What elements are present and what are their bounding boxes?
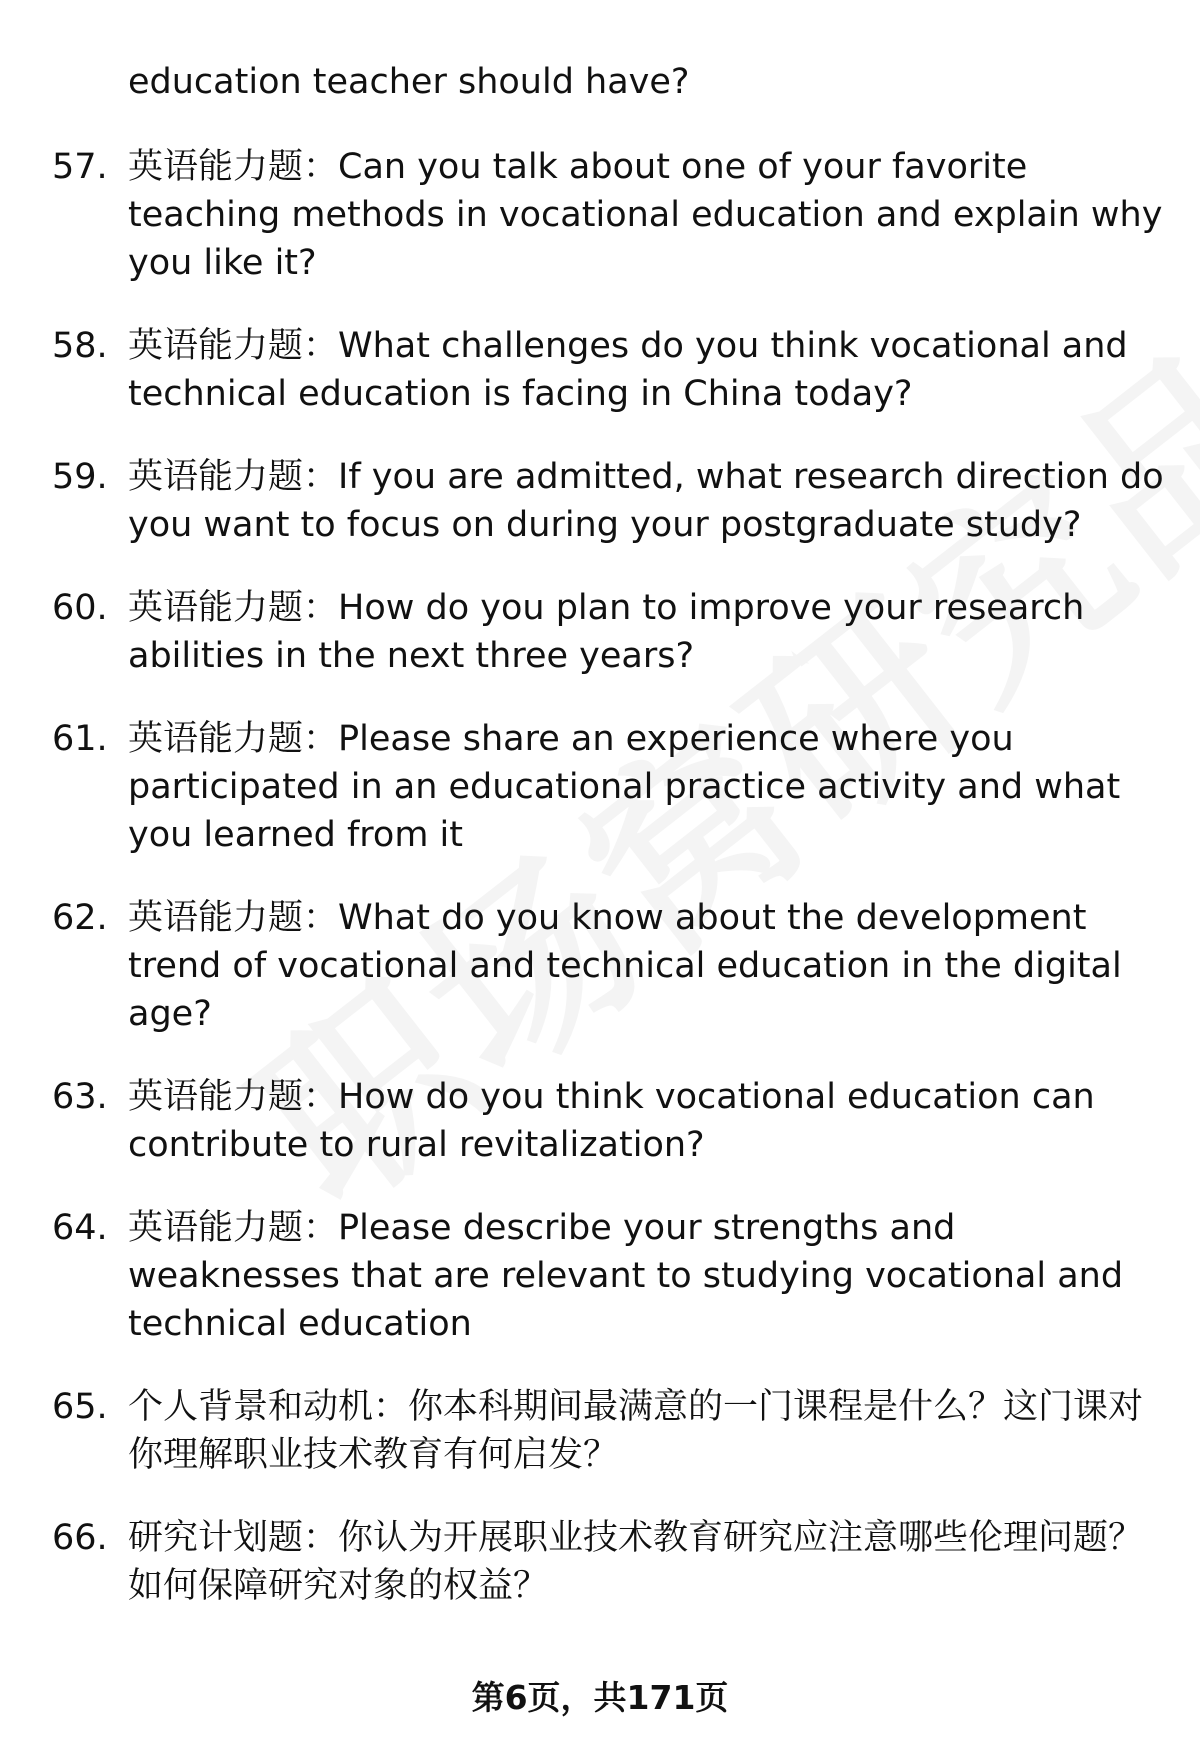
- question-text: How do you think vocational education can contribute to rural revitalization?: [128, 1077, 1095, 1165]
- question-number: 57.: [52, 147, 108, 187]
- question-item-59: [0, 453, 1200, 549]
- question-category: 英语能力题：: [128, 898, 339, 938]
- page-number-footer: 第6页，共171页: [471, 1678, 729, 1717]
- question-number: 62.: [52, 898, 108, 938]
- question-number: 58.: [52, 326, 108, 366]
- question-category: 个人背景和动机：: [128, 1387, 409, 1427]
- question-item-62: [0, 894, 1200, 1038]
- question-number: 61.: [52, 719, 108, 759]
- question-category: 英语能力题：: [128, 588, 339, 628]
- question-category: 英语能力题：: [128, 457, 339, 497]
- question-number: 64.: [52, 1208, 108, 1248]
- question-text: If you are admitted, what research direction do you want to focus on during your postgraduate study?: [128, 457, 1164, 545]
- question-text: How do you plan to improve your research abilities in the next three years?: [128, 588, 1085, 676]
- question-item-64: [0, 1204, 1200, 1348]
- question-category: 英语能力题：: [128, 326, 339, 366]
- question-text: 你认为开展职业技术教育研究应注意哪些伦理问题？如何保障研究对象的权益？: [128, 1518, 1144, 1606]
- question-item-60: [0, 584, 1200, 680]
- question-item-63: [0, 1073, 1200, 1169]
- question-text: 你本科期间最满意的一门课程是什么？这门课对你理解职业技术教育有何启发？: [128, 1387, 1144, 1475]
- question-text: What challenges do you think vocational and technical education is facing in China today?: [128, 326, 1128, 414]
- question-list: [0, 143, 1200, 1645]
- question-item-66: [0, 1514, 1200, 1610]
- question-item-57: [0, 143, 1200, 287]
- question-text: What do you know about the development trend of vocational and technical education in the digital age?: [128, 898, 1122, 1034]
- question-category: 英语能力题：: [128, 719, 339, 759]
- question-number: 59.: [52, 457, 108, 497]
- question-text: Can you talk about one of your favorite teaching methods in vocational education and explain why you like it?: [128, 147, 1163, 283]
- question-category: 英语能力题：: [128, 147, 339, 187]
- question-category: 研究计划题：: [128, 1518, 339, 1558]
- question-item-65: [0, 1383, 1200, 1479]
- question-category: 英语能力题：: [128, 1077, 339, 1117]
- previous-question-continuation: education teacher should have?: [128, 62, 690, 102]
- question-number: 60.: [52, 588, 108, 628]
- question-item-61: [0, 715, 1200, 859]
- question-item-58: [0, 322, 1200, 418]
- question-category: 英语能力题：: [128, 1208, 339, 1248]
- question-number: 63.: [52, 1077, 108, 1117]
- question-text: Please share an experience where you participated in an educational practice activity and what you learned from it: [128, 719, 1121, 855]
- question-number: 65.: [52, 1387, 108, 1427]
- question-number: 66.: [52, 1518, 108, 1558]
- question-text: Please describe your strengths and weaknesses that are relevant to studying vocational and technical education: [128, 1208, 1124, 1344]
